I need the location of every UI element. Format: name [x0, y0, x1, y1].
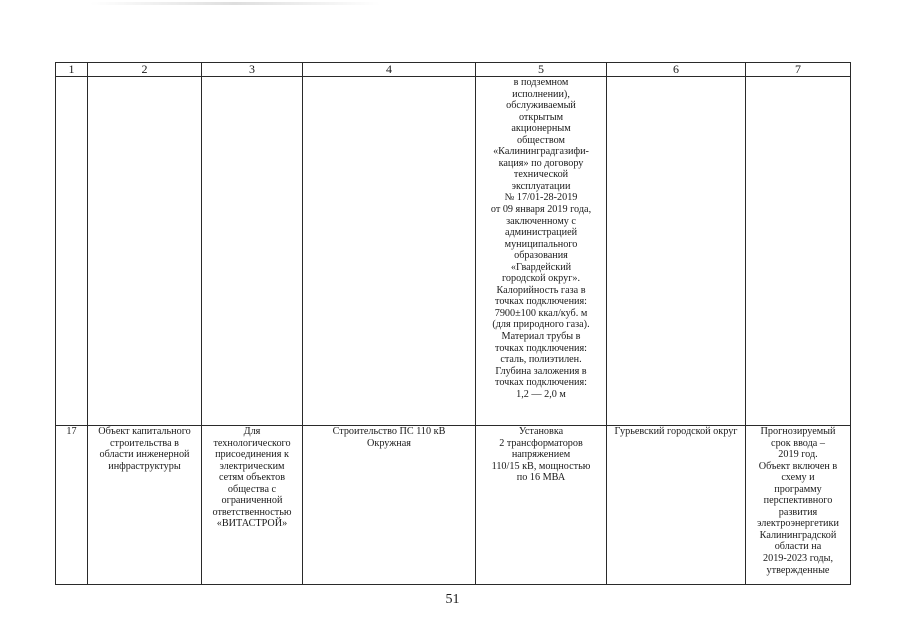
table-cell	[476, 77, 607, 426]
scan-artifact	[90, 2, 380, 5]
table-cell	[607, 77, 746, 426]
characteristics-cell	[476, 426, 607, 585]
column-number-row	[56, 63, 851, 77]
object-type-cell	[88, 426, 202, 585]
table-cell	[88, 77, 202, 426]
column-number: 6	[607, 63, 746, 77]
cell-text: Прогнозируемый срок ввода – 2019 год. Объект включен в схему и программу перспективного развития электроэнергетики Калининградской области на 2019-2023 годы, утвержденные	[757, 426, 839, 576]
column-number: 7	[746, 63, 851, 77]
cell-text: Для технологического присоединения к электрическим сетям объектов общества с ограниченной ответственностью «ВИТАСТРОЙ»	[212, 426, 292, 530]
data-table	[55, 62, 851, 585]
table-cell	[303, 77, 476, 426]
column-number: 3	[202, 63, 303, 77]
cell-text: Объект капитального строительства в области инженерной инфраструктуры	[98, 426, 191, 472]
column-number: 1	[56, 63, 88, 77]
location-cell	[607, 426, 746, 585]
cell-text: Строительство ПС 110 кВ Окружная	[332, 426, 446, 449]
table-row	[56, 426, 851, 585]
row-number-cell	[56, 426, 88, 585]
cell-text: в подземном исполнении), обслуживаемый открытым акционерным обществом «Калининградгазифи- кация» по договору технической эксплуатации № 17/01-28-2019 от 09 января 2019 года, заключенному с администрацией муниципального образования «Гвардейский городской округ». Калорийность газа в точках подключения: 7900±100 ккал/куб. м (для природного газа). Материал трубы в точках подключения: сталь, полиэтилен. Глубина заложения в точках подключения: 1,2 — 2,0 м	[490, 77, 592, 400]
column-number: 5	[476, 63, 607, 77]
object-name-cell	[303, 426, 476, 585]
table-row	[56, 77, 851, 426]
cell-text: Установка 2 трансформаторов напряжением 110/15 кВ, мощностью по 16 МВА	[491, 426, 591, 484]
column-number: 2	[88, 63, 202, 77]
cell-text: Гурьевский городской округ	[614, 426, 738, 437]
row-number: 17	[66, 426, 77, 437]
table-cell	[746, 77, 851, 426]
table-cell	[56, 77, 88, 426]
notes-cell	[746, 426, 851, 585]
table-cell	[202, 77, 303, 426]
purpose-cell	[202, 426, 303, 585]
page-number: 51	[445, 592, 460, 607]
column-number: 4	[303, 63, 476, 77]
